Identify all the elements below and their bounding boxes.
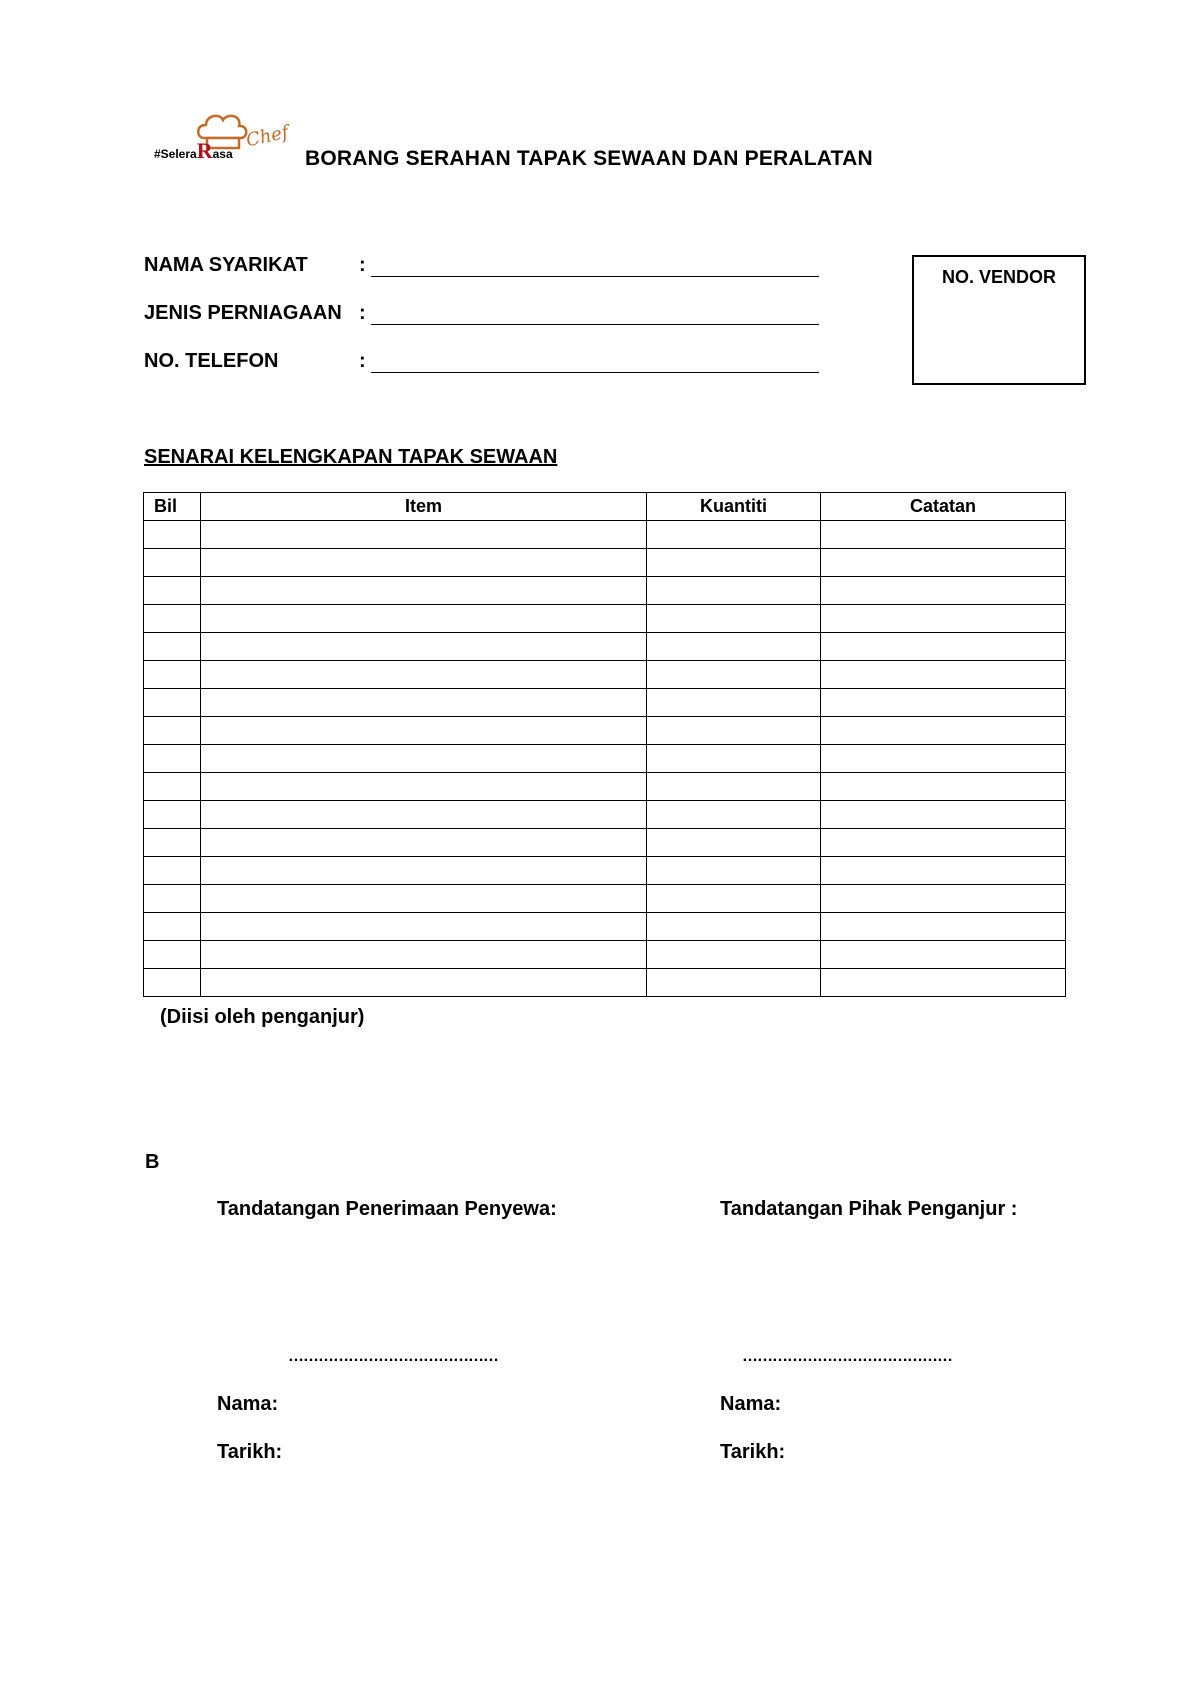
company-logo [150,112,291,176]
cell-item[interactable] [201,689,647,717]
table-row [144,801,1066,829]
field-phone[interactable] [144,350,819,378]
cell-bil[interactable] [144,913,201,941]
cell-kuantiti[interactable] [647,801,821,829]
field-colon: : [359,254,366,276]
tenant-signature-line[interactable]: …………………………………… [288,1348,498,1365]
cell-bil[interactable] [144,745,201,773]
cell-catatan[interactable] [821,829,1066,857]
cell-catatan[interactable] [821,717,1066,745]
cell-catatan[interactable] [821,745,1066,773]
filled-by-note: (Diisi oleh penganjur) [160,1006,365,1028]
cell-catatan[interactable] [821,969,1066,997]
logo-brand-text [154,138,233,163]
cell-kuantiti[interactable] [647,969,821,997]
cell-catatan[interactable] [821,857,1066,885]
field-fill-line[interactable] [371,304,819,325]
cell-catatan[interactable] [821,577,1066,605]
cell-item[interactable] [201,661,647,689]
cell-bil[interactable] [144,857,201,885]
organizer-name-label: Nama: [720,1393,782,1415]
cell-bil[interactable] [144,801,201,829]
cell-kuantiti[interactable] [647,521,821,549]
field-business-type[interactable] [144,302,819,330]
cell-item[interactable] [201,857,647,885]
vendor-number-box[interactable] [912,255,1086,385]
cell-bil[interactable] [144,577,201,605]
cell-item[interactable] [201,913,647,941]
field-label: NO. TELEFON [144,350,279,372]
cell-kuantiti[interactable] [647,689,821,717]
tenant-signature-heading: Tandatangan Penerimaan Penyewa: [217,1198,557,1220]
table-row [144,717,1066,745]
cell-kuantiti[interactable] [647,633,821,661]
table-row [144,549,1066,577]
table-row [144,773,1066,801]
logo-r-letter: R [196,138,213,163]
cell-bil[interactable] [144,549,201,577]
table-row [144,857,1066,885]
cell-catatan[interactable] [821,941,1066,969]
cell-catatan[interactable] [821,773,1066,801]
table-row [144,577,1066,605]
cell-item[interactable] [201,773,647,801]
organizer-date-label: Tarikh: [720,1441,786,1463]
cell-kuantiti[interactable] [647,913,821,941]
cell-bil[interactable] [144,941,201,969]
cell-item[interactable] [201,969,647,997]
cell-kuantiti[interactable] [647,857,821,885]
col-header-item: Item [201,493,647,521]
cell-kuantiti[interactable] [647,549,821,577]
table-row [144,969,1066,997]
logo-hash-text: #Selera [154,147,197,161]
cell-catatan[interactable] [821,521,1066,549]
organizer-signature-heading: Tandatangan Pihak Penganjur : [720,1198,1018,1220]
cell-kuantiti[interactable] [647,829,821,857]
col-header-bil: Bil [144,493,201,521]
cell-kuantiti[interactable] [647,661,821,689]
col-header-catatan: Catatan [821,493,1066,521]
cell-bil[interactable] [144,605,201,633]
section-b-label: B [145,1151,160,1173]
cell-bil[interactable] [144,885,201,913]
cell-catatan[interactable] [821,633,1066,661]
cell-item[interactable] [201,829,647,857]
equipment-list-heading: SENARAI KELENGKAPAN TAPAK SEWAAN [144,446,558,468]
cell-bil[interactable] [144,829,201,857]
cell-catatan[interactable] [821,605,1066,633]
cell-kuantiti[interactable] [647,605,821,633]
field-fill-line[interactable] [371,256,819,277]
cell-bil[interactable] [144,661,201,689]
cell-catatan[interactable] [821,689,1066,717]
cell-catatan[interactable] [821,661,1066,689]
table-row [144,521,1066,549]
cell-item[interactable] [201,885,647,913]
tenant-date-label: Tarikh: [217,1441,283,1463]
cell-kuantiti[interactable] [647,941,821,969]
table-row [144,745,1066,773]
table-row [144,689,1066,717]
table-body [144,521,1066,997]
cell-item[interactable] [201,941,647,969]
cell-item[interactable] [201,717,647,745]
cell-catatan[interactable] [821,913,1066,941]
cell-item[interactable] [201,801,647,829]
cell-kuantiti[interactable] [647,773,821,801]
table-header-row [144,493,1066,521]
table-row [144,941,1066,969]
cell-bil[interactable] [144,717,201,745]
cell-catatan[interactable] [821,885,1066,913]
cell-item[interactable] [201,605,647,633]
field-colon: : [359,350,366,372]
table-row [144,885,1066,913]
cell-item[interactable] [201,745,647,773]
cell-kuantiti[interactable] [647,745,821,773]
cell-item[interactable] [201,521,647,549]
cell-item[interactable] [201,633,647,661]
cell-kuantiti[interactable] [647,717,821,745]
table-row [144,913,1066,941]
tenant-name-label: Nama: [217,1393,279,1415]
cell-kuantiti[interactable] [647,885,821,913]
table-row [144,633,1066,661]
cell-kuantiti[interactable] [647,577,821,605]
page-title: BORANG SERAHAN TAPAK SEWAAN DAN PERALATAN [305,147,873,170]
table-row [144,661,1066,689]
cell-bil[interactable] [144,633,201,661]
table-row [144,605,1066,633]
table-row [144,829,1066,857]
logo-chef-text: Chef [244,121,291,152]
col-header-kuantiti: Kuantiti [647,493,821,521]
cell-bil[interactable] [144,689,201,717]
field-label: NAMA SYARIKAT [144,254,308,276]
field-fill-line[interactable] [371,352,819,373]
organizer-signature-line[interactable]: …………………………………… [742,1348,952,1365]
equipment-table [143,492,1066,997]
cell-item[interactable] [201,549,647,577]
field-label: JENIS PERNIAGAAN [144,302,342,324]
field-colon: : [359,302,366,324]
cell-bil[interactable] [144,521,201,549]
vendor-number-label: NO. VENDOR [941,267,1056,287]
cell-bil[interactable] [144,773,201,801]
cell-catatan[interactable] [821,801,1066,829]
logo-rest-text: asa [212,147,233,161]
field-company-name[interactable] [144,254,819,282]
cell-item[interactable] [201,577,647,605]
cell-bil[interactable] [144,969,201,997]
cell-catatan[interactable] [821,549,1066,577]
